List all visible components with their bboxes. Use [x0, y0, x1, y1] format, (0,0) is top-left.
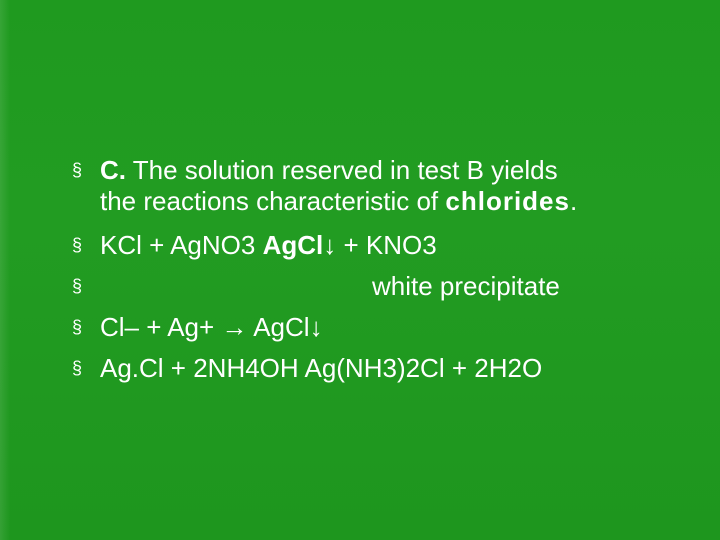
intro-line-1 — [100, 155, 558, 185]
eq3-text: Ag.Cl + 2NH4OH Ag(NH3)2Cl + 2H2O — [100, 353, 543, 383]
right-arrow-icon: → — [221, 312, 248, 342]
bullet-item-equation-3 — [70, 353, 700, 384]
eq1-part-6: + KNO3 — [336, 230, 437, 260]
section-marker-icon: § — [72, 358, 83, 378]
keyword-chlorides: chlorides — [445, 186, 570, 216]
down-arrow-icon: ↓ — [309, 312, 323, 342]
eq1-part-2: NO3 — [201, 230, 263, 260]
intro-text-3: . — [569, 186, 578, 216]
eq1-part-4: Cl — [297, 230, 324, 260]
section-marker-icon: § — [72, 235, 83, 255]
down-arrow-icon: ↓ — [323, 230, 337, 260]
section-marker-icon: § — [72, 317, 83, 337]
bullet-item-equation-2 — [70, 312, 700, 343]
bullet-item-intro — [70, 155, 700, 217]
eq1-part-1: KCl + Ag — [100, 230, 202, 260]
section-marker-icon: § — [72, 160, 83, 180]
bullet-item-precipitate — [70, 271, 700, 302]
eq1-part-3: Ag — [262, 230, 298, 260]
bullet-list — [70, 155, 700, 394]
eq2-part-4: Cl — [285, 312, 310, 342]
label-c: C. — [100, 155, 126, 185]
decorative-edge-band — [0, 0, 10, 540]
intro-text-1: The solution reserved in test B yields — [126, 155, 558, 185]
bullet-item-equation-1 — [70, 230, 700, 261]
precipitate-text: white precipitate — [372, 271, 560, 301]
section-marker-icon: § — [72, 276, 83, 296]
intro-line-2 — [100, 186, 577, 216]
eq2-part-3: Ag — [247, 312, 286, 342]
intro-text-2: the reactions characteristic of — [100, 186, 446, 216]
eq2-part-1: Cl– + Ag+ — [100, 312, 222, 342]
